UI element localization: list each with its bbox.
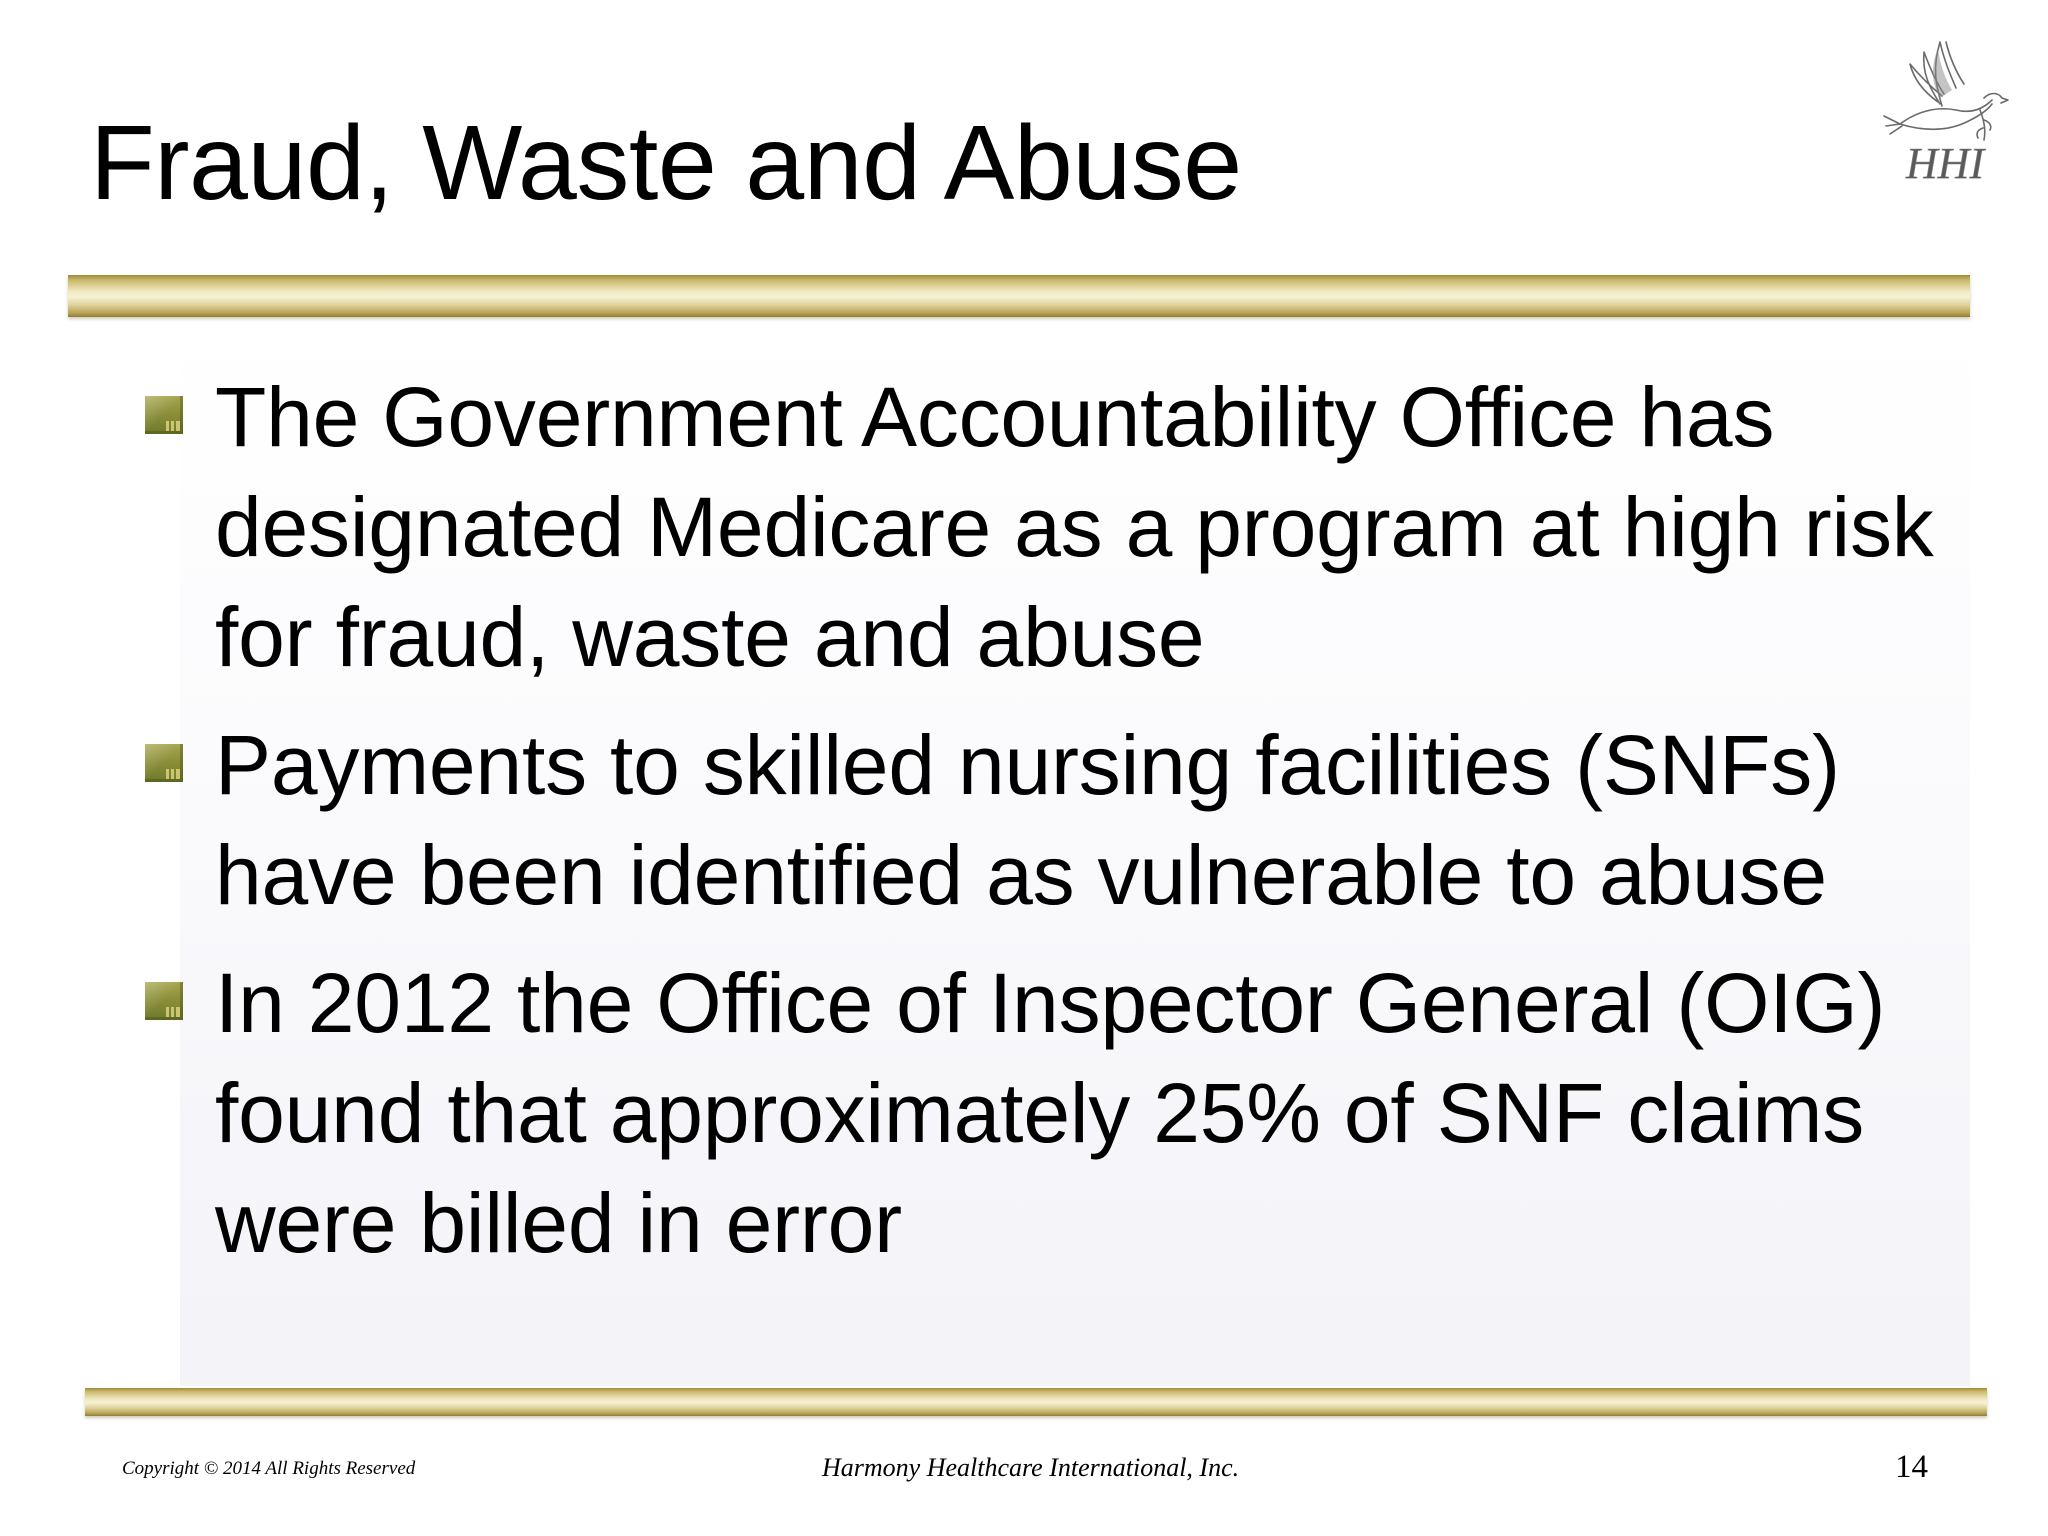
slide-title: Fraud, Waste and Abuse [90, 104, 1242, 222]
bullet-list [145, 362, 1955, 1296]
bullet-item [145, 362, 1955, 692]
footer-divider-bar [85, 1388, 1987, 1416]
square-bullet-icon [145, 982, 183, 1020]
dove-icon [1880, 28, 2010, 203]
bullet-text: The Government Accountability Office has designated Medicare as a program at high risk for fraud, waste and abuse [215, 370, 1934, 684]
square-bullet-icon [145, 396, 183, 434]
title-divider-bar [68, 275, 1970, 317]
page-number: 14 [1895, 1449, 1928, 1485]
footer-copyright: Copyright © 2014 All Rights Reserved [122, 1458, 416, 1479]
bullet-text: Payments to skilled nursing facilities (SNFs) have been identified as vulnerable to abuse [215, 718, 1840, 922]
bullet-item [145, 948, 1955, 1278]
company-logo [1880, 28, 2010, 203]
bullet-text: In 2012 the Office of Inspector General (OIG) found that approximately 25% of SNF claims were billed in error [215, 956, 1886, 1270]
square-bullet-icon [145, 744, 183, 782]
logo-text: HHI [1905, 139, 1985, 188]
footer-company-name: Harmony Healthcare International, Inc. [822, 1453, 1240, 1482]
bullet-item [145, 710, 1955, 930]
